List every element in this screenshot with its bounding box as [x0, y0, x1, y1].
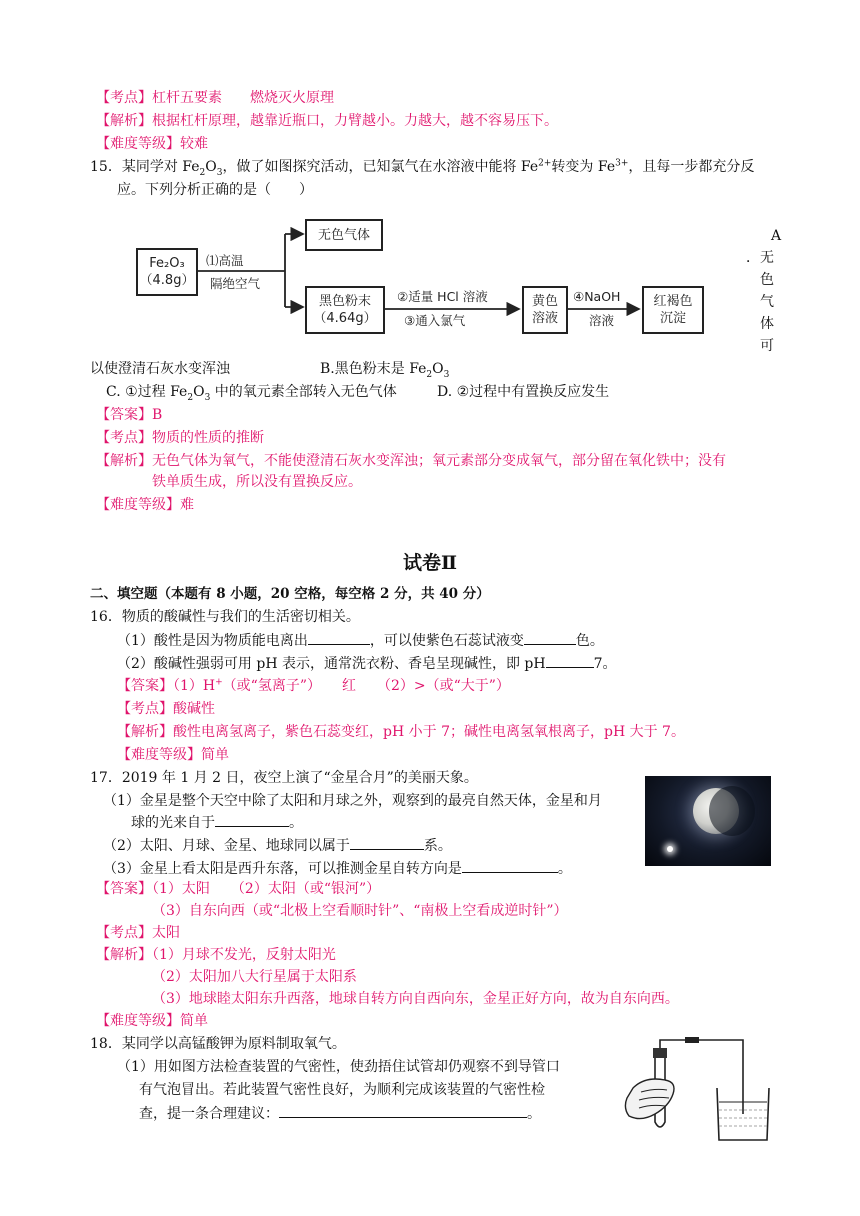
q17-blank-2[interactable]: [350, 835, 424, 850]
q15-optA-char-2: 色: [760, 272, 774, 288]
flow-box-powder: 黑色粉末 （4.64g）: [305, 286, 385, 334]
q16-jiexi: 【解析】酸性电离氢离子，紫色石蕊变红，pH 小于 7；碱性电离氢氧根离子，pH 大于 7。: [117, 724, 685, 740]
q15-stem-line2: 应。下列分析正确的是（ ）: [117, 182, 313, 198]
q15-optC: C. ①过程 $Fe_2O_3$ 中的氧元素全部转入无色气体: [106, 384, 397, 403]
q16-daan: 【答案】（1）H+（或“氢离子”） 红 （2）>（或“大于”）: [117, 677, 510, 694]
flow-box-yellow-solution: 黄色 溶液: [522, 286, 568, 334]
q16-stem: 16．物质的酸碱性与我们的生活密切相关。: [90, 609, 360, 625]
q16-part2: （2）酸碱性强弱可用 pH 表示，通常洗衣粉、香皂呈现碱性，即 pH 7。: [117, 653, 617, 674]
flow-box-gas: 无色气体: [305, 219, 383, 251]
q17-blank-1[interactable]: [215, 812, 289, 827]
gas-tightness-apparatus-figure: [615, 1036, 775, 1146]
q17-daan-line2: （3）自东向西（或“北极上空看顺时针”、“南极上空看成逆时针”）: [152, 903, 568, 919]
q17-blank-3[interactable]: [462, 858, 558, 873]
q16-part1: （1）酸性是因为物质能电离出 ，可以使紫色石蕊试液变 色。: [117, 630, 604, 651]
q15-jiexi-line2: 铁单质生成，所以没有置换反应。: [152, 474, 362, 490]
q17-kaodian: 【考点】太阳: [96, 925, 180, 941]
flow-box-fe2o3: Fe₂O₃ （4.8g）: [136, 248, 198, 296]
flow-step4-top: ④NaOH: [573, 289, 621, 304]
q16-blank-1[interactable]: [308, 630, 370, 645]
venus-moon-photo: [645, 776, 771, 866]
q17-part3: （3）金星上看太阳是西升东落，可以推测金星自转方向是 。: [103, 858, 572, 879]
q15-optA-char-5: 可: [760, 338, 774, 354]
flow-step23-bottom: ③通入氯气: [404, 313, 466, 328]
q18-part1-line3: 查，提一条合理建议： 。: [139, 1103, 541, 1124]
q18-blank-1[interactable]: [279, 1103, 527, 1118]
flow-step4-bottom: 溶液: [589, 313, 615, 328]
q15-kaodian: 【考点】物质的性质的推断: [96, 430, 264, 446]
q17-nandu: 【难度等级】简单: [96, 1013, 208, 1029]
q15-nandu: 【难度等级】难: [96, 497, 194, 513]
q17-part1-line2: 球的光来自于 。: [131, 812, 303, 833]
q18-part1-line1: （1）用如图方法检查装置的气密性，使劲捂住试管却仍观察不到导管口: [117, 1059, 560, 1075]
q17-stem: 17．2019 年 1 月 2 日，夜空上演了“金星合月”的美丽天象。: [90, 770, 478, 786]
flow-step1-top: ⑴高温: [206, 253, 244, 268]
q17-jiexi: 【解析】（1）月球不发光，反射太阳光: [96, 947, 336, 963]
moon-shadow-graphic: [709, 786, 755, 836]
q17-daan: 【答案】（1）太阳 （2）太阳（或“银河”）: [96, 881, 381, 897]
q15-jiexi: 【解析】无色气体为氧气，不能使澄清石灰水变浑浊；氧元素部分变成氧气，部分留在氧化铁中；没有: [96, 453, 726, 469]
q16-blank-3[interactable]: [546, 653, 594, 668]
q15-optA-char-3: 气: [760, 294, 774, 310]
q14-nandu: 【难度等级】较难: [96, 136, 208, 152]
q15-daan: 【答案】B: [96, 407, 163, 423]
q15-optA-tail: 以使澄清石灰水变浑浊: [90, 361, 230, 377]
q17-jiexi-line2: （2）太阳加八大行星属于太阳系: [152, 969, 357, 985]
q17-jiexi-line3: （3）地球睦太阳东升西落，地球自转方向自西向东，金星正好方向，故为自东向西。: [152, 991, 679, 1007]
paper2-title: 试卷Ⅱ: [402, 552, 457, 574]
q15-optA-char-1: ．无: [746, 250, 774, 266]
q15-optB: B.黑色粉末是 $Fe_2O_3$: [320, 361, 450, 380]
q15-optA-char-4: 体: [760, 316, 774, 332]
q18-stem: 18．某同学以高锰酸钾为原料制取氧气。: [90, 1036, 346, 1052]
q17-part2: （2）太阳、月球、金星、地球同以属于 系。: [103, 835, 452, 856]
q16-kaodian: 【考点】酸碱性: [117, 701, 215, 717]
section2-header: 二、填空题（本题有 8 小题，20 空格，每空格 2 分，共 40 分）: [90, 586, 490, 602]
q15-optA-char-0: A: [771, 228, 782, 244]
q18-part1-line2: 有气泡冒出。若此装置气密性良好，为顺利完成该装置的气密性检: [139, 1082, 545, 1098]
q16-nandu: 【难度等级】简单: [117, 747, 229, 763]
q15-stem-line1: 15．某同学对 $Fe_2O_3$，做了如图探究活动，已知氯气在水溶液中能将 $Fe^{2+}$转变为 $Fe^{3+}$，且每一步都充分反: [90, 158, 755, 178]
q14-jiexi: 【解析】根据杠杆原理，越靠近瓶口，力臂越小。力越大，越不容易压下。: [96, 113, 558, 129]
flow-step1-bottom: 隔绝空气: [210, 276, 261, 291]
q17-part1-line1: （1）金星是整个天空中除了太阳和月球之外，观察到的最亮自然天体，金星和月: [103, 793, 602, 809]
venus-star-graphic: [667, 846, 673, 852]
q15-optD: D. ②过程中有置换反应发生: [437, 384, 610, 400]
q14-kaodian: 【考点】杠杆五要素 燃烧灭火原理: [96, 90, 334, 106]
flow-box-brown-precipitate: 红褐色 沉淀: [642, 286, 704, 334]
flow-step23-top: ②适量 HCl 溶液: [397, 289, 488, 304]
q16-blank-2[interactable]: [524, 630, 576, 645]
